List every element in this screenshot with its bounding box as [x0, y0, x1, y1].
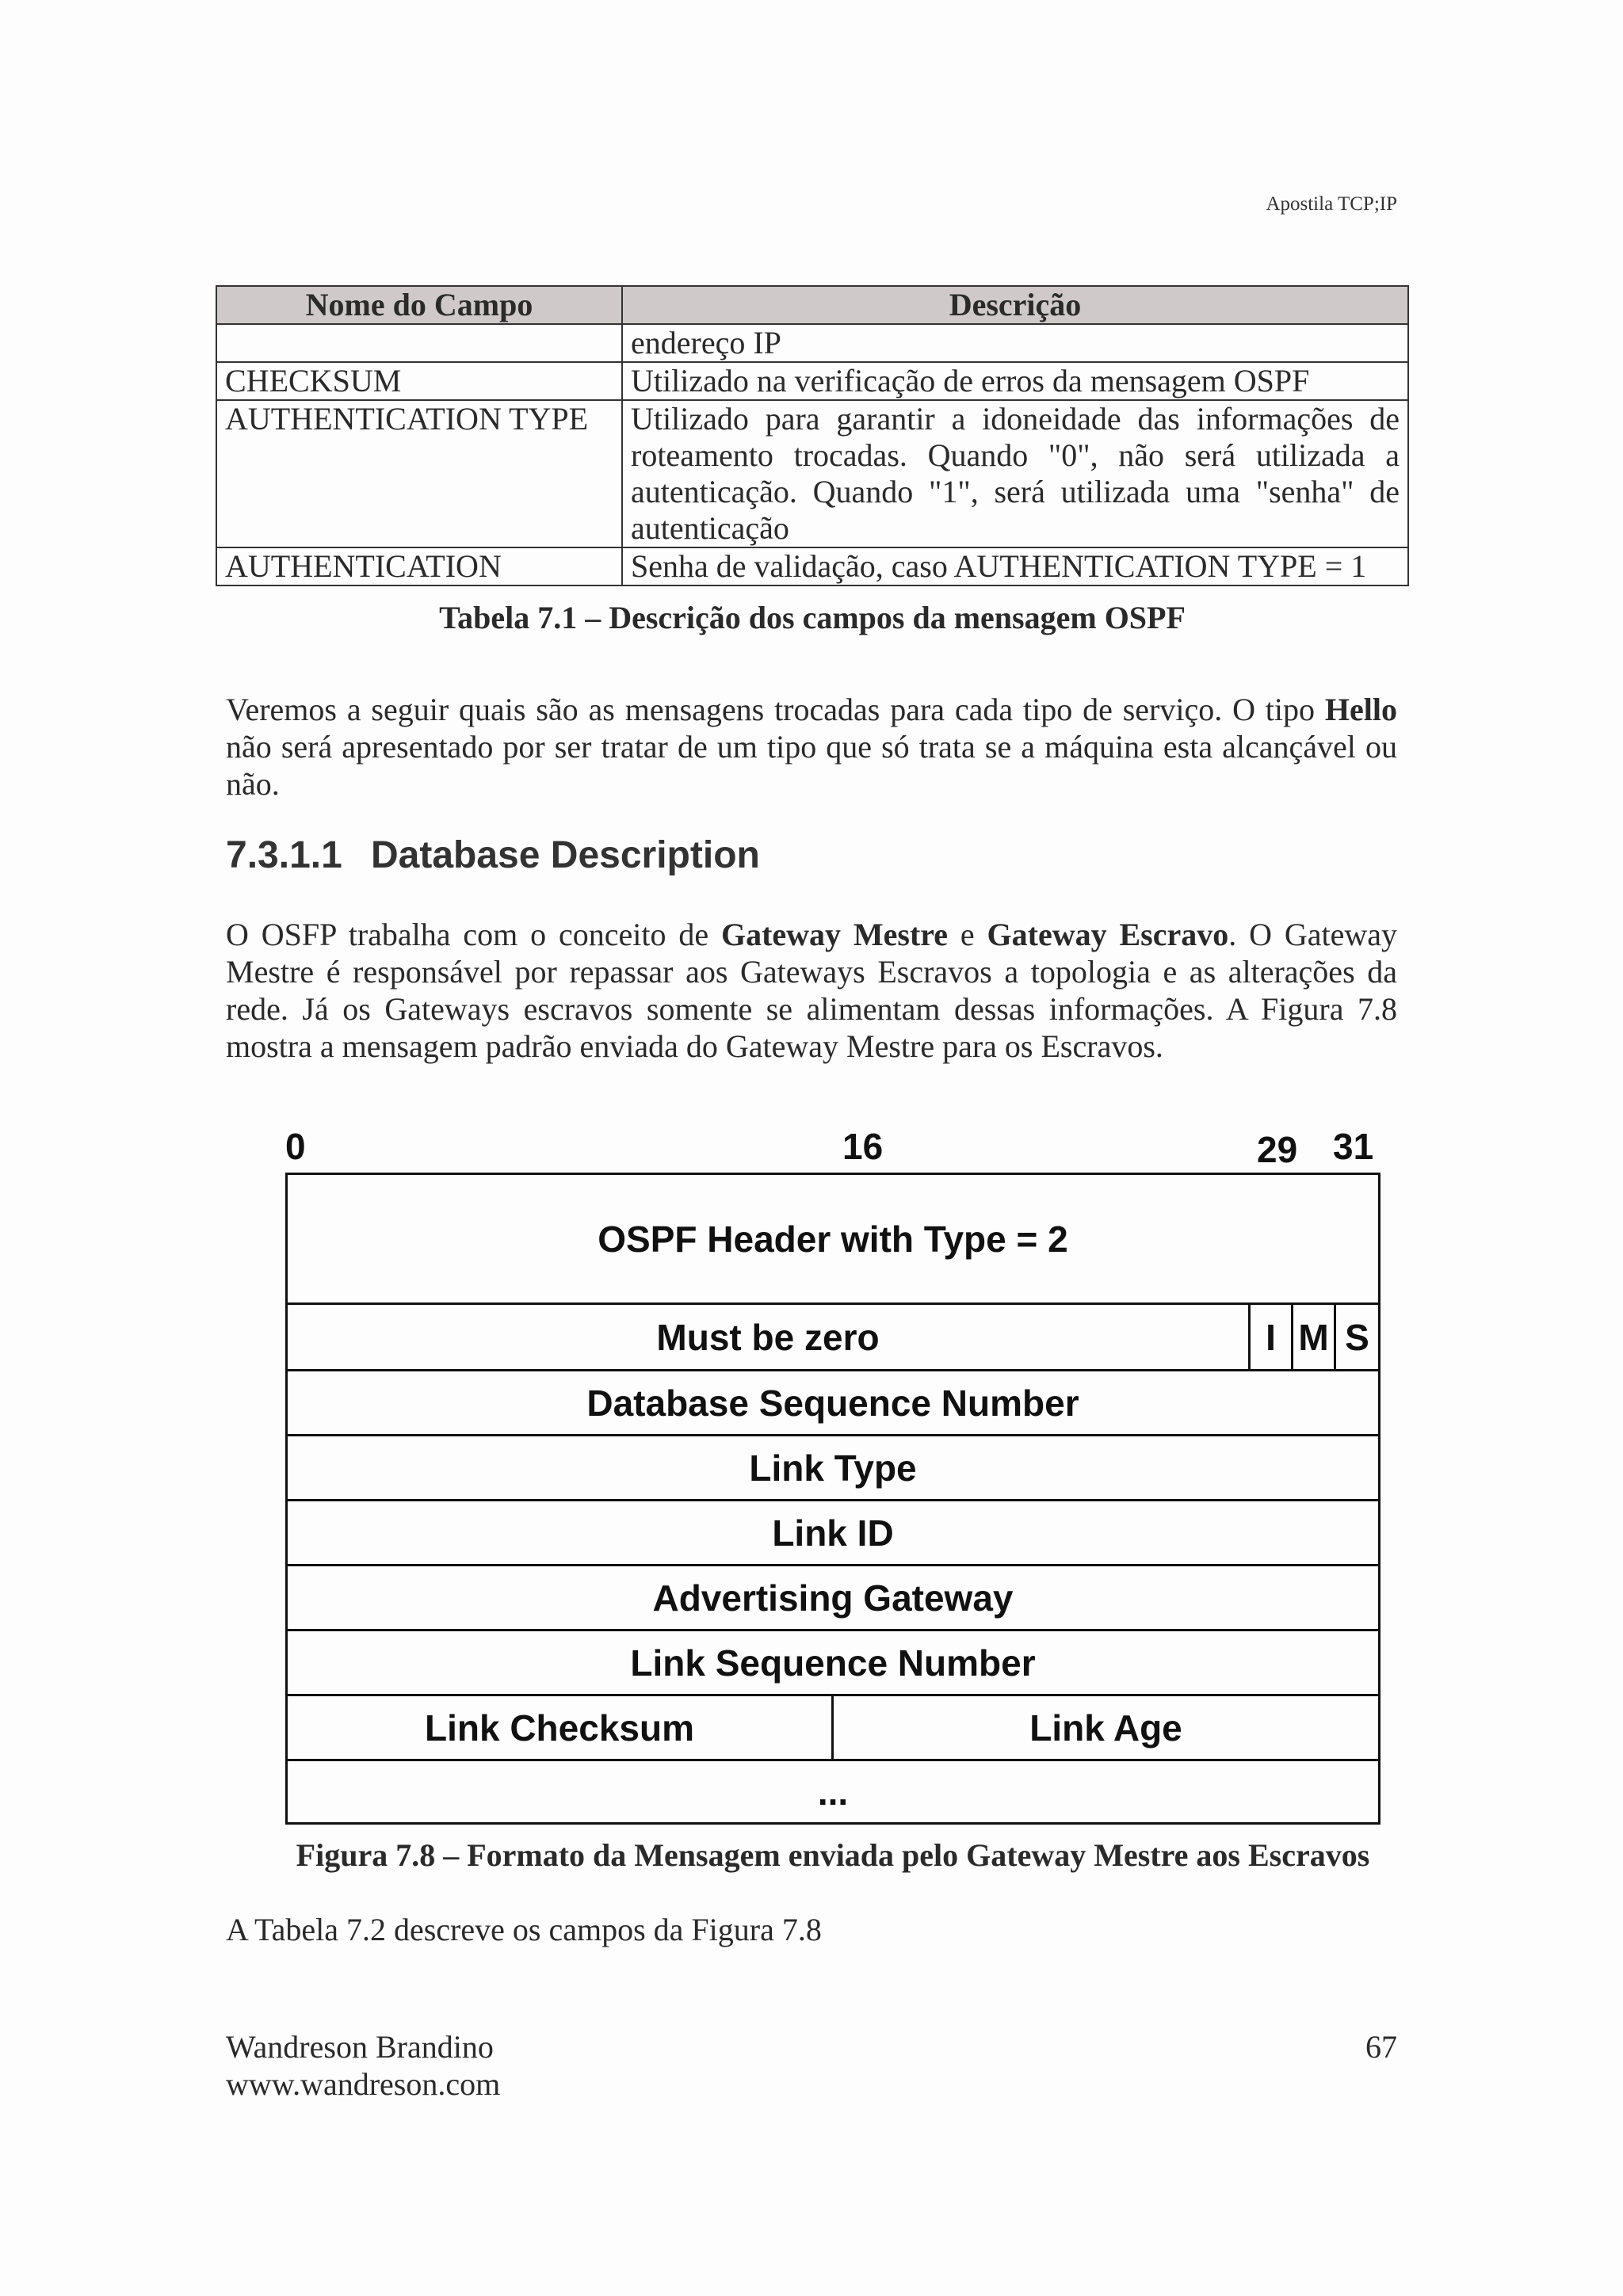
row-link-type [288, 1434, 1378, 1499]
row-link-id [288, 1499, 1378, 1564]
section-title: Database Description [371, 834, 760, 876]
column-header-name: Nome do Campo [216, 286, 622, 324]
link-age-cell [831, 1696, 1378, 1759]
link-age-label: Link Age [1029, 1707, 1182, 1749]
paragraph-table-ref: A Tabela 7.2 descreve os campos da Figura 7.8 [226, 1912, 822, 1947]
bit-label-0: 0 [285, 1126, 306, 1167]
table-row [216, 400, 1408, 547]
paragraph-text: O OSFP trabalha com o conceito de [226, 917, 721, 952]
link-sequence-number-label: Link Sequence Number [630, 1642, 1036, 1684]
ospf-message-diagram [285, 1125, 1379, 1838]
field-description: Utilizado na verificação de erros da mensagem OSPF [622, 362, 1408, 400]
footer-author: Wandreson Brandino [226, 2029, 494, 2065]
bit-label-31: 31 [1333, 1126, 1374, 1167]
link-checksum-label: Link Checksum [425, 1707, 694, 1749]
section-number: 7.3.1.1 [226, 834, 342, 876]
table-row [216, 547, 1408, 585]
advertising-gateway-label: Advertising Gateway [652, 1577, 1014, 1619]
flag-m-cell [1291, 1305, 1334, 1369]
row-database-sequence-number [288, 1369, 1378, 1434]
flag-i-label: I [1266, 1316, 1276, 1358]
paragraph-bold-slave: Gateway Escravo [987, 917, 1229, 952]
paragraph-text: Veremos a seguir quais são as mensagens trocadas para cada tipo de serviço. O tipo [226, 692, 1325, 727]
paragraph-text: . O Gateway Mestre é responsável por repassar aos Gateways Escravos a topologia e as alterações da rede. Já os Gateways escravos somente se alimentam dessas informações. A Figura 7.8 mostra a mensagem padrão enviada do Gateway Mestre para os Escravos. [226, 917, 1397, 1064]
row-link-sequence-number [288, 1629, 1378, 1694]
field-name: AUTHENTICATION TYPE [216, 400, 622, 547]
paragraph-hello [226, 691, 1397, 803]
paragraph-text: não será apresentado por ser tratar de um tipo que só trata se a máquina esta alcançável ou não. [226, 729, 1397, 802]
ospf-header-label: OSPF Header with Type = 2 [598, 1218, 1068, 1260]
bit-label-29: 29 [1257, 1129, 1298, 1170]
section-heading [226, 833, 760, 877]
footer-site: www.wandreson.com [226, 2066, 501, 2102]
bit-label-16: 16 [842, 1126, 884, 1167]
flag-i-cell [1248, 1305, 1291, 1369]
figure-caption: Figura 7.8 – Formato da Mensagem enviada pelo Gateway Mestre aos Escravos [296, 1837, 1370, 1873]
link-checksum-cell [288, 1696, 831, 1759]
fields-table [216, 285, 1409, 586]
row-flags [288, 1302, 1378, 1369]
link-type-label: Link Type [749, 1447, 917, 1489]
must-be-zero-label: Must be zero [656, 1316, 880, 1358]
table-caption: Tabela 7.1 – Descrição dos campos da mensagem OSPF [439, 600, 1186, 635]
flag-s-cell [1334, 1305, 1378, 1369]
paragraph-bold-master: Gateway Mestre [720, 917, 949, 952]
column-header-description: Descrição [622, 286, 1408, 324]
running-header: Apostila TCP;IP [1266, 193, 1397, 215]
page-number: 67 [1365, 2029, 1397, 2065]
packet-frame [285, 1173, 1381, 1825]
must-be-zero-cell [288, 1305, 1248, 1369]
table-row [216, 362, 1408, 400]
paragraph-gateways [226, 916, 1397, 1065]
field-name: AUTHENTICATION [216, 547, 622, 585]
field-name [216, 324, 622, 362]
row-ellipsis [288, 1759, 1378, 1822]
flag-s-label: S [1345, 1316, 1369, 1358]
footer [226, 2028, 500, 2103]
database-sequence-number-label: Database Sequence Number [586, 1382, 1079, 1424]
row-ospf-header [288, 1175, 1378, 1302]
flag-m-label: M [1298, 1316, 1329, 1358]
field-description: Senha de validação, caso AUTHENTICATION TYPE = 1 [622, 547, 1408, 585]
field-name: CHECKSUM [216, 362, 622, 400]
table-row [216, 324, 1408, 362]
field-description: Utilizado para garantir a idoneidade das informações de roteamento trocadas. Quando "0", não será utilizada a autenticação. Quando "1", será utilizada uma "senha" de autenticação [622, 400, 1408, 547]
paragraph-bold-hello: Hello [1324, 692, 1397, 727]
ellipsis-label: ... [817, 1771, 849, 1813]
link-id-label: Link ID [772, 1512, 894, 1554]
paragraph-text: e [948, 917, 987, 952]
table-header-row [216, 286, 1408, 324]
field-description: endereço IP [622, 324, 1408, 362]
row-advertising-gateway [288, 1564, 1378, 1629]
row-checksum-age [288, 1694, 1378, 1759]
